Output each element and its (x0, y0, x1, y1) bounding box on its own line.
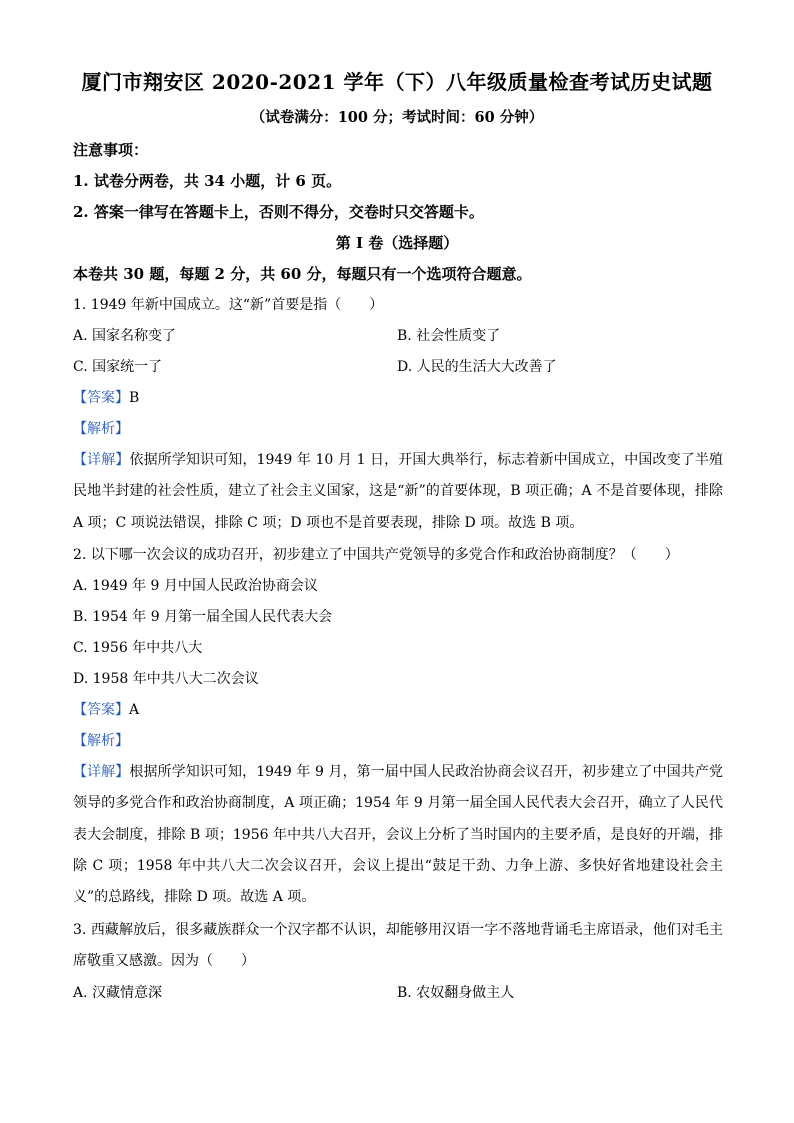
option-a: A. 1949 年 9 月中国人民政治协商会议 (73, 578, 318, 594)
detail-label: 【详解】 (73, 452, 130, 468)
detail-paragraph (73, 757, 723, 913)
detail-text: 依据所学知识可知，1949 年 10 月 1 日，开国大典举行，标志着新中国成立，中国改变了半殖民地半封建的社会性质，建立了社会主义国家，这是“新”的首要体现，B 项正确；A 不是首要体现，排除 A 项；C 项说法错误，排除 C 项；D 项也不是首要表现，排除 D 项。故选 B 项。 (73, 452, 723, 531)
answer-line (73, 388, 139, 408)
page-title: 厦门市翔安区 2020-2021 学年（下）八年级质量检查考试历史试题 (81, 70, 713, 94)
answer-line (73, 700, 139, 720)
notice-item: 1. 试卷分两卷，共 34 小题，计 6 页。 (73, 172, 342, 190)
detail-label: 【详解】 (73, 764, 130, 780)
option-a: A. 国家名称变了 (73, 328, 177, 344)
answer-value: A (129, 702, 140, 718)
analysis-label: 【解析】 (73, 733, 129, 749)
option-b: B. 1954 年 9 月第一届全国人民代表大会 (73, 609, 333, 625)
detail-text: 根据所学知识可知，1949 年 9 月，第一届中国人民政治协商会议召开，初步建立了中国共产党领导的多党合作和政治协商制度，A 项正确；1954 年 9 月第一届全国人民代表大会召开，确立了人民代表大会制度，排除 B 项；1956 年中共八大召开，会议上分析了当时国内的主要矛盾，是良好的开端，排除 C 项；1958 年中共八大二次会议召开，会议上提出“鼓足干劲、力争上游、多快好省地建设社会主义”的总路线，排除 D 项。故选 A 项。 (73, 764, 723, 906)
question-stem: 2. 以下哪一次会议的成功召开，初步建立了中国共产党领导的多党合作和政治协商制度？（ ） (73, 547, 679, 563)
detail-paragraph (73, 445, 723, 539)
section-instruction: 本卷共 30 题，每题 2 分，共 60 分，每题只有一个选项符合题意。 (73, 265, 532, 283)
option-b: B. 农奴翻身做主人 (397, 985, 515, 1001)
option-b: B. 社会性质变了 (397, 328, 501, 344)
notice-item: 2. 答案一律写在答题卡上，否则不得分，交卷时只交答题卡。 (73, 203, 484, 221)
exam-info: （试卷满分：100 分；考试时间：60 分钟） (250, 109, 544, 126)
notice-heading: 注意事项： (73, 141, 149, 159)
analysis-label: 【解析】 (73, 421, 129, 437)
option-d: D. 人民的生活大大改善了 (397, 359, 557, 375)
question-stem: 3. 西藏解放后，很多藏族群众一个汉字都不认识，却能够用汉语一字不落地背诵毛主席语录，他们对毛主席敬重又感激。因为（ ） (73, 922, 723, 970)
section-title: 第 I 卷（选择题） (335, 234, 459, 252)
option-c: C. 1956 年中共八大 (73, 640, 203, 656)
option-a: A. 汉藏情意深 (73, 985, 163, 1001)
answer-label: 【答案】 (73, 702, 129, 718)
answer-label: 【答案】 (73, 390, 129, 406)
option-d: D. 1958 年中共八大二次会议 (73, 671, 259, 687)
answer-value: B (129, 390, 140, 406)
question-stem: 1. 1949 年新中国成立。这“新”首要是指（ ） (73, 297, 384, 313)
option-c: C. 国家统一了 (73, 359, 163, 375)
